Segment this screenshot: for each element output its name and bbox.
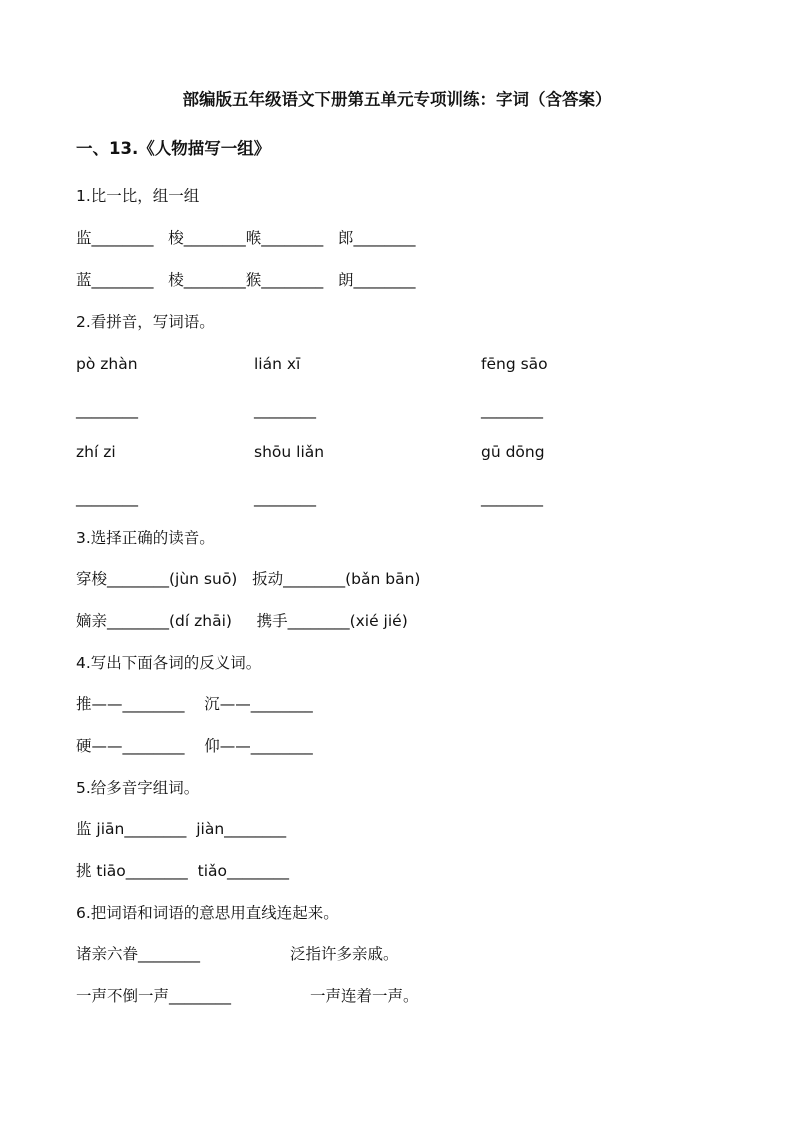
q2-blank-2-3: ________ (481, 489, 543, 507)
q3-row-1: 穿梭________(jùn suō) 扳动________(bǎn bān) (76, 570, 421, 588)
page-title: 部编版五年级语文下册第五单元专项训练：字词（含答案） (182, 90, 612, 109)
q4-heading: 4.写出下面各词的反义词。 (76, 654, 262, 672)
q2-pinyin-1-3: fēng sāo (481, 355, 548, 373)
q3-heading: 3.选择正确的读音。 (76, 529, 215, 547)
q2-blank-1-3: ________ (481, 401, 543, 419)
q6-row-2-term: 一声不倒一声________ (76, 987, 232, 1005)
q1-heading: 1.比一比，组一组 (76, 187, 200, 205)
q6-row-1-term: 诸亲六眷________ (76, 945, 201, 963)
section-heading: 一、13.《人物描写一组》 (76, 139, 271, 158)
q5-heading: 5.给多音字组词。 (76, 779, 200, 797)
q1-row-2: 蓝________ 棱________猴________ 朗________ (76, 271, 416, 289)
q3-row-2: 嫡亲________(dí zhāi) 携手________(xié jié) (76, 612, 408, 630)
q2-pinyin-1-1: pò zhàn (76, 355, 138, 373)
q1-row-1: 监________ 梭________喉________ 郎________ (76, 229, 416, 247)
q4-row-1: 推——________ 沉——________ (76, 695, 313, 713)
q6-row-1-meaning: 泛指许多亲戚。 (290, 945, 399, 963)
q2-blank-1-2: ________ (254, 401, 316, 419)
q4-row-2: 硬——________ 仰——________ (76, 737, 313, 755)
q6-heading: 6.把词语和词语的意思用直线连起来。 (76, 904, 339, 922)
q5-row-2: 挑 tiāo________ tiǎo________ (76, 862, 290, 880)
q2-pinyin-2-2: shōu liǎn (254, 443, 325, 461)
q2-pinyin-2-1: zhí zi (76, 443, 116, 461)
q2-blank-1-1: ________ (76, 401, 138, 419)
q2-pinyin-1-2: lián xī (254, 355, 301, 373)
q2-blank-2-2: ________ (254, 489, 316, 507)
q2-pinyin-2-3: gū dōng (481, 443, 545, 461)
q2-blank-2-1: ________ (76, 489, 138, 507)
q6-row-2-meaning: 一声连着一声。 (310, 987, 419, 1005)
q2-heading: 2.看拼音，写词语。 (76, 313, 215, 331)
q5-row-1: 监 jiān________ jiàn________ (76, 820, 287, 838)
